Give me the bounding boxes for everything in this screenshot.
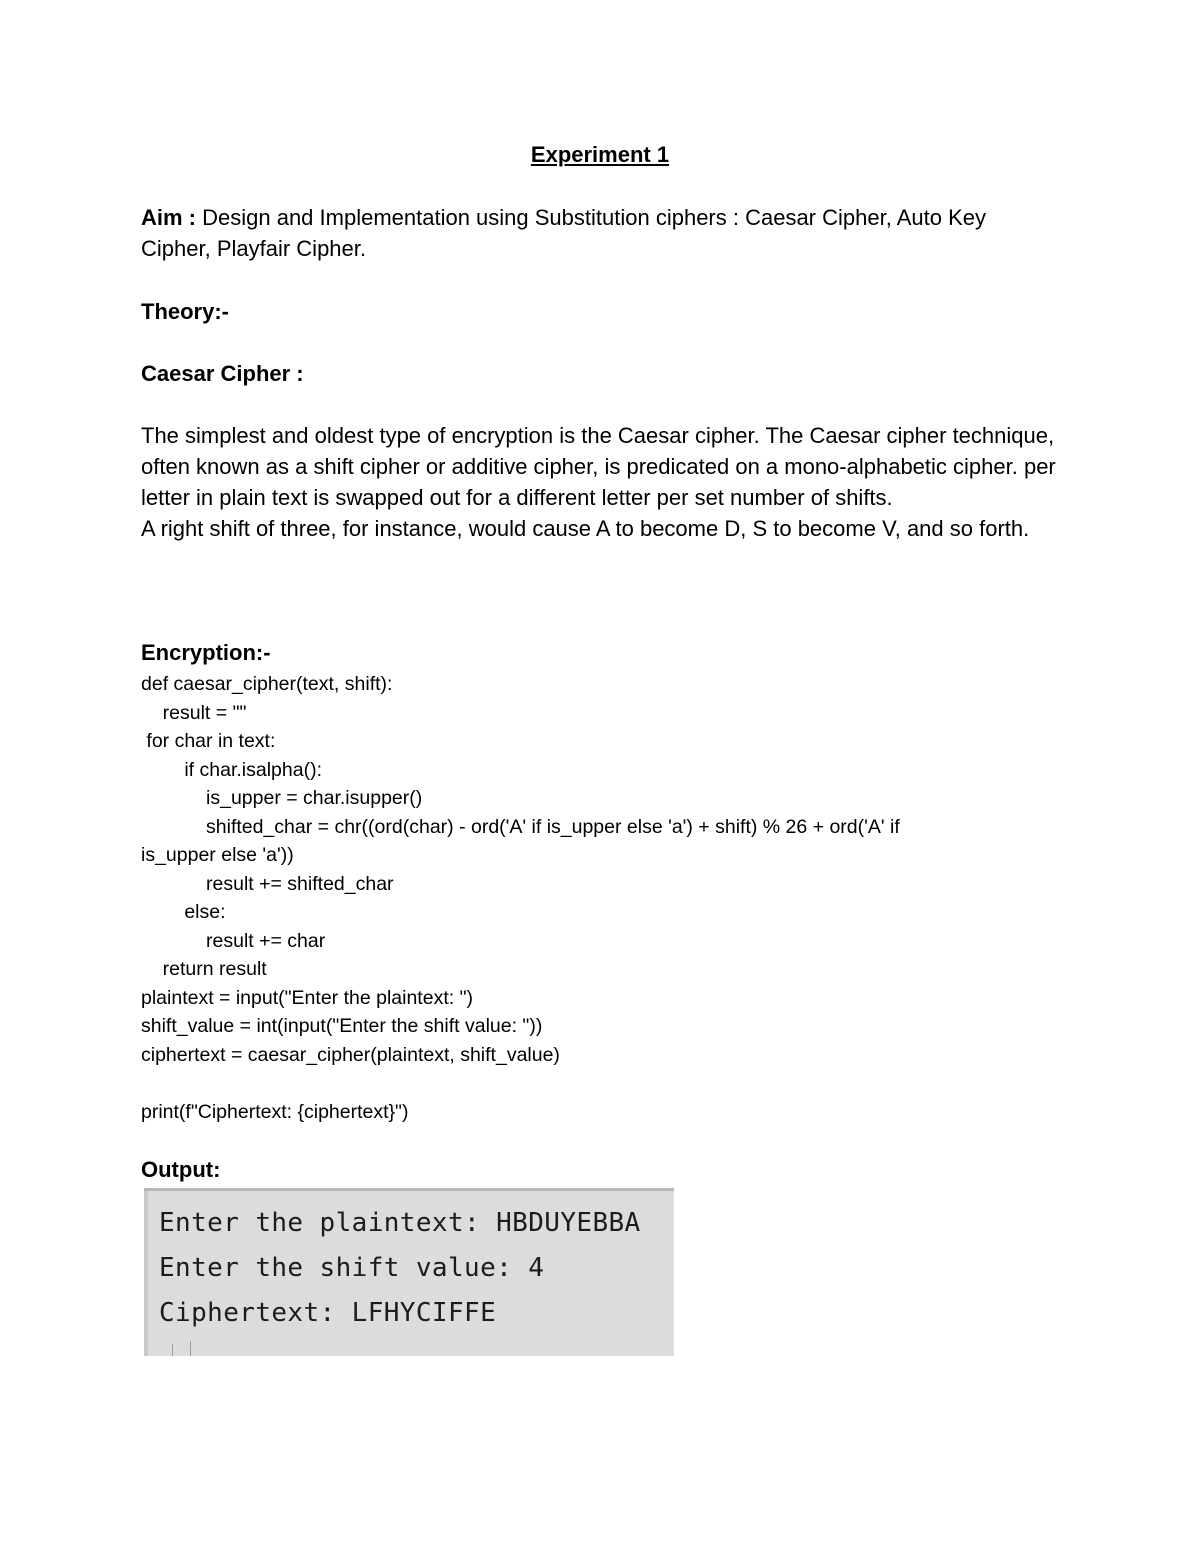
code-line: plaintext = input("Enter the plaintext: ") [141, 986, 473, 1009]
terminal-line: Ciphertext: LFHYCIFFE [159, 1298, 497, 1328]
caesar-cipher-heading: Caesar Cipher : [141, 361, 304, 386]
code-line: result = "" [141, 701, 247, 724]
theory-heading: Theory:- [141, 299, 229, 324]
code-line [141, 1069, 1041, 1098]
terminal-output-screenshot [144, 1188, 674, 1356]
page-title: Experiment 1 [530, 142, 670, 167]
text-cursor [190, 1341, 191, 1356]
terminal-line: Enter the plaintext: HBDUYEBBA [159, 1208, 641, 1238]
caesar-paragraph-1: The simplest and oldest type of encryption is the Caesar cipher. The Caesar cipher technique, often known as a shift cipher or additive cipher, is predicated on a mono-alphabetic cipher. per letter in plain text is swapped out for a different letter per set number of shifts. [141, 423, 1056, 510]
aim-text: Design and Implementation using Substitution ciphers : Caesar Cipher, Auto Key Cipher, Playfair Cipher. [141, 205, 987, 261]
code-line: for char in text: [141, 730, 276, 752]
terminal-gutter [144, 1191, 148, 1356]
code-line: is_upper else 'a')) [141, 844, 294, 866]
code-line: return result [141, 958, 267, 980]
code-line: is_upper = char.isupper() [141, 787, 423, 809]
output-heading: Output: [141, 1157, 221, 1182]
caesar-description [141, 420, 1061, 544]
code-line: if char.isalpha(): [141, 758, 322, 781]
code-line: shift_value = int(input("Enter the shift value: ")) [141, 1015, 543, 1037]
aim-label: Aim : [141, 205, 196, 230]
code-line: shifted_char = chr((ord(char) - ord('A' if is_upper else 'a') + shift) % 26 + ord('A' if [141, 815, 900, 838]
terminal-line: Enter the shift value: 4 [159, 1253, 545, 1283]
code-line: print(f"Ciphertext: {ciphertext}") [141, 1100, 409, 1123]
code-line: result += shifted_char [141, 872, 394, 895]
caesar-paragraph-2: A right shift of three, for instance, would cause A to become D, S to become V, and so forth. [141, 516, 1030, 541]
code-line: result += char [141, 929, 326, 952]
prompt-marker-icon [164, 1344, 173, 1356]
code-line: else: [141, 901, 226, 923]
code-line: def caesar_cipher(text, shift): [141, 673, 393, 695]
code-listing [141, 670, 1041, 1126]
encryption-heading: Encryption:- [141, 640, 271, 665]
code-line: ciphertext = caesar_cipher(plaintext, shift_value) [141, 1043, 560, 1066]
aim-paragraph [141, 202, 1061, 264]
